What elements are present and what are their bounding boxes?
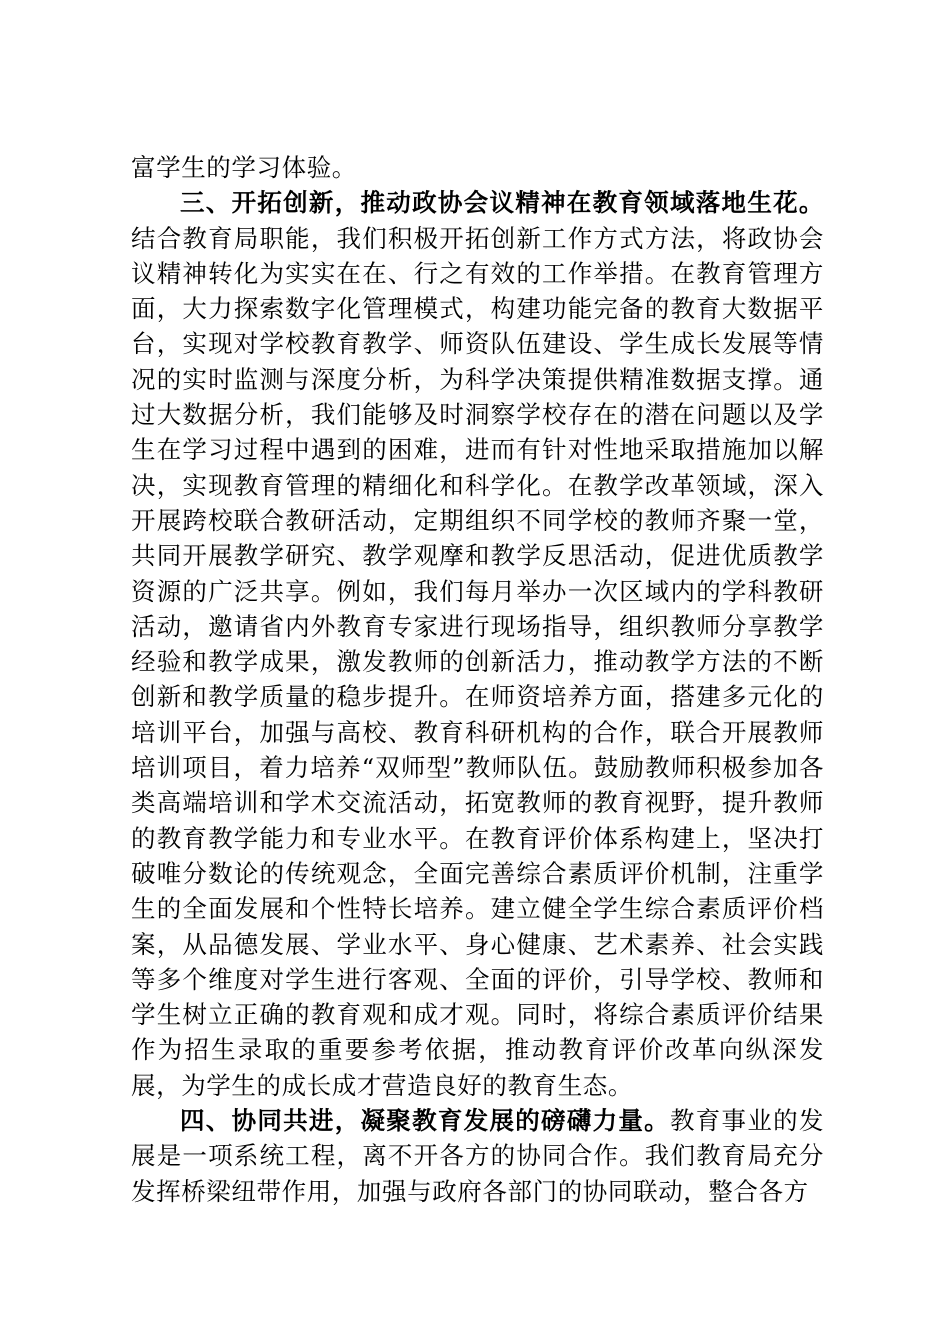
section-4-body: 教育事业的发展是一项系统工程，离不开各方的协同合作。我们教育局充分发挥桥梁纽带作用，加强与政府各部门的协同联动，整合各方: [131, 1106, 824, 1206]
paragraph-section-4: [131, 1103, 824, 1209]
section-3-heading: 三、开拓创新，推动政协会议精神在教育领域落地生花。: [180, 188, 824, 218]
section-3-body: 结合教育局职能，我们积极开拓创新工作方式方法，将政协会议精神转化为实实在在、行之有效的工作举措。在教育管理方面，大力探索数字化管理模式，构建功能完备的教育大数据平台，实现对学校教育教学、师资队伍建设、学生成长发展等情况的实时监测与深度分析，为科学决策提供精准数据支撑。通过大数据分析，我们能够及时洞察学校存在的潜在问题以及学生在学习过程中遇到的困难，进而有针对性地采取措施加以解决，实现教育管理的精细化和科学化。在教学改革领域，深入开展跨校联合教研活动，定期组织不同学校的教师齐聚一堂，共同开展教学研究、教学观摩和教学反思活动，促进优质教学资源的广泛共享。例如，我们每月举办一次区域内的学科教研活动，邀请省内外教育专家进行现场指导，组织教师分享教学经验和教学成果，激发教师的创新活力，推动教学方法的不断创新和教学质量的稳步提升。在师资培养方面，搭建多元化的培训平台，加强与高校、教育科研机构的合作，联合开展教师培训项目，着力培养“双师型”教师队伍。鼓励教师积极参加各类高端培训和学术交流活动，拓宽教师的教育视野，提升教师的教育教学能力和专业水平。在教育评价体系构建上，坚决打破唯分数论的传统观念，全面完善综合素质评价机制，注重学生的全面发展和个性特长培养。建立健全学生综合素质评价档案，从品德发展、学业水平、身心健康、艺术素养、社会实践等多个维度对学生进行客观、全面的评价，引导学校、教师和学生树立正确的教育观和成才观。同时，将综合素质评价结果作为招生录取的重要参考依据，推动教育评价改革向纵深发展，为学生的成长成才营造良好的教育生态。: [131, 223, 824, 1100]
continuation-text: 富学生的学习体验。: [131, 153, 357, 182]
document-body: [131, 150, 824, 1209]
paragraph-continuation: [131, 150, 824, 185]
paragraph-section-3: [131, 185, 824, 1103]
section-4-heading: 四、协同共进，凝聚教育发展的磅礴力量。: [180, 1106, 670, 1136]
